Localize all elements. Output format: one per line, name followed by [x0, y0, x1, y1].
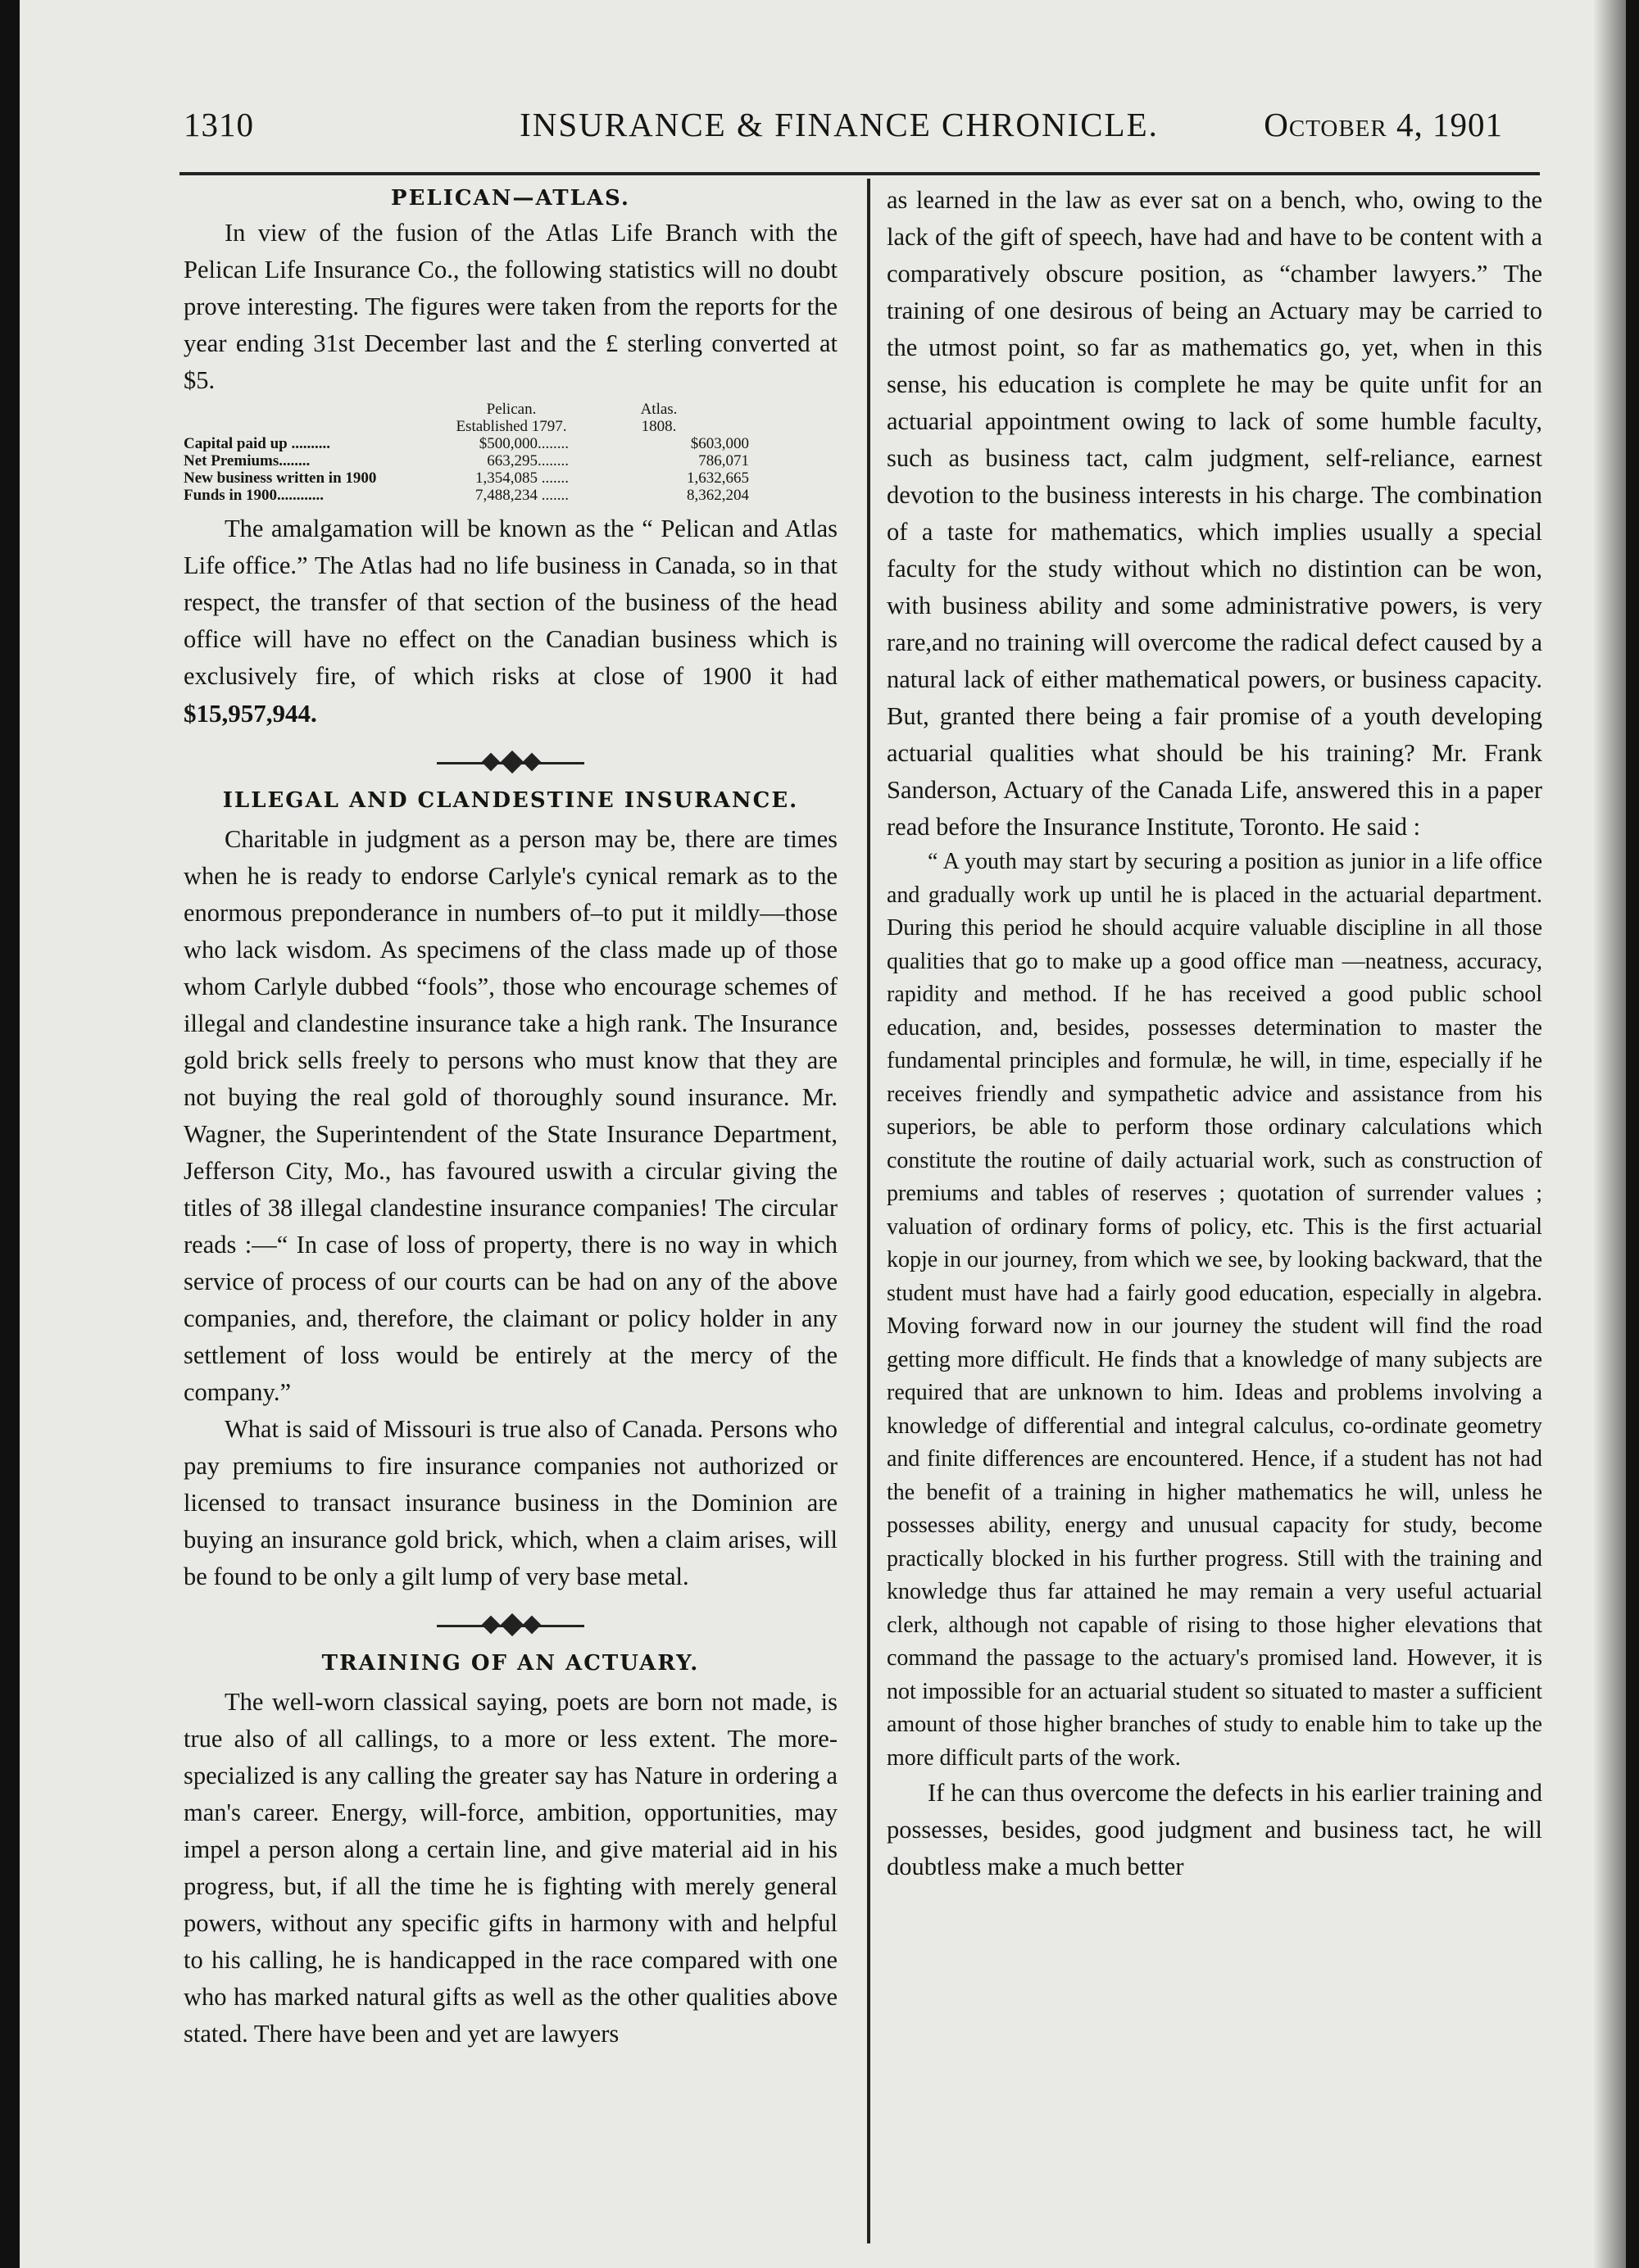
- row-label: Capital paid up ..........: [184, 435, 330, 452]
- pelican-atlas-intro: In view of the fusion of the Atlas Life Branch with the Pelican Life Insurance Co., the following statistics will no doubt prove interesting. The figures were taken from the reports for the year ending 31st December last and the £ sterling converted at $5.: [184, 219, 838, 394]
- table-row: [184, 487, 749, 504]
- amalgamation-text: The amalgamation will be known as the “ Pelican and Atlas Life office.” The Atlas had no life business in Canada, so in that respect, the transfer of that section of the business of the head office will have no effect on the Canadian business which is exclusively fire, of which risks at close of 1900 it had: [184, 515, 838, 690]
- established-row: [184, 418, 749, 435]
- established-pelican: Established 1797.: [456, 418, 567, 435]
- row-label: New business written in 1900: [184, 469, 377, 487]
- risk-amount: $15,957,944.: [184, 699, 317, 728]
- left-column: [184, 182, 838, 2053]
- illegal-insurance-paragraph-1: Charitable in judgment as a person may be, there are times when he is ready to endorse Carlyle's cynical remark as to the enormous preponderance in numbers of–to put it mildly—those who lack wisdom. As specimens of the class made up of those whom Carlyle dubbed “fools”, those who encourage schemes of illegal and clandestine insurance take a high rank. The Insurance gold brick sells freely to persons who must know that they are not buying the real gold of thoroughly sound insurance. Mr. Wagner, the Superintendent of the State Insurance Department, Jefferson City, Mo., has favoured uswith a circular giving the titles of 38 illegal clandestine insurance companies! The circular reads :—“ In case of loss of property, there is no way in which service of process of our courts can be had on any of the above companies, and, therefore, the claimant or policy holder in any settlement of loss would be entirely at the mercy of the company.”: [184, 825, 838, 1406]
- sanderson-quotation: “ A youth may start by securing a position as junior in a life office and gradually work up until he is placed in the actuarial department. During this period he should acquire valuable discipline in all those qualities that go to make up a good office man —neatness, accuracy, rapidity and method. If he has received a good public school education, and, besides, possesses determination to master the fundamental principles and formulæ, he will, in time, especially if he receives friendly and sympathetic advice and assistance from his superiors, be able to perform those ordinary calculations which constitute the routine of daily actuarial work, such as construction of premiums and tables of reserves ; quotation of surrender values ; valuation of ordinary forms of policy, etc. This is the first actuarial kopje in our journey, from which we see, by looking backward, that the student must have had a fairly good education, especially in algebra. Moving forward now in our journey the student will find the road getting more difficult. He finds that a knowledge of many subjects are required that are unknown to him. Ideas and problems involving a knowledge of differential and integral calculus, co-ordinate geometry and finite differences are encountered. Hence, if a student has not had the benefit of a training in higher mathematics he will, unless he possesses ability, energy and unusual capacity for study, become practically blocked in his further progress. Still with the training and knowledge thus far attained he may remain a very useful actuarial clerk, although not capable of rising to those higher elevations that command the passage to the actuary's promised land. However, it is not impossible for an actuarial student so situated to master a sufficient amount of those higher branches of study to enable him to take up the more difficult parts of the work.: [887, 849, 1542, 1771]
- pelican-value: 663,295........: [487, 452, 569, 469]
- column-divider: [867, 179, 870, 2243]
- illegal-insurance-heading: ILLEGAL AND CLANDESTINE INSURANCE.: [222, 788, 799, 813]
- atlas-value: 1,632,665: [687, 469, 749, 487]
- pelican-atlas-heading: PELICAN—ATLAS.: [391, 186, 630, 211]
- column-header-atlas: Atlas.: [640, 401, 678, 418]
- newspaper-page: [20, 0, 1626, 2268]
- page-edge-shadow: [1593, 0, 1626, 2268]
- pelican-value: 7,488,234 .......: [475, 487, 569, 504]
- training-actuary-paragraph-1: The well-worn classical saying, poets are born not made, is true also of all callings, to a more or less extent. The more-specialized is any calling the greater say has Nature in ordering a man's career. Energy, will-force, ambition, opportunities, may impel a person along a certain line, and give material aid in his progress, but, if all the time he is fighting with merely general powers, without any specific gifts in harmony with and helpful to his calling, he is handicapped in the race compared with one who has marked natural gifts as well as the other qualities above stated. There have been and yet are lawyers: [184, 1688, 838, 2048]
- atlas-value: 786,071: [698, 452, 749, 469]
- atlas-value: $603,000: [690, 435, 749, 452]
- header-rule: [179, 172, 1540, 175]
- training-actuary-closing-paragraph: If he can thus overcome the defects in his earlier training and possesses, besides, good judgment and business tact, he will doubtless make a much better: [887, 1779, 1542, 1880]
- row-label: Net Premiums........: [184, 452, 311, 469]
- row-label: Funds in 1900............: [184, 487, 325, 504]
- section-divider-ornament: [437, 1615, 584, 1638]
- page-number: 1310: [184, 106, 254, 143]
- pelican-value: 1,354,085 .......: [475, 469, 569, 487]
- training-actuary-heading: TRAINING OF AN ACTUARY.: [321, 1651, 700, 1676]
- issue-date: October 4, 1901: [1264, 106, 1503, 143]
- table-row: [184, 452, 749, 469]
- pelican-atlas-statistics-table: [184, 401, 749, 504]
- training-actuary-continuation: as learned in the law as ever sat on a bench, who, owing to the lack of the gift of speech, have had and have to be content with a comparatively obscure position, as “chamber lawyers.” The training of one desirous of being an Actuary may be carried to the utmost point, so far as mathematics go, yet, when in this sense, his education is complete he may be quite unfit for an actuarial appointment owing to lack of some humble faculty, such as business tact, calm judgment, self-reliance, earnest devotion to the business interests in his charge. The combination of a taste for mathematics, which implies usually a special faculty for the study without which no distintion can be won, with business ability and some administrative powers, is very rare,and no training will overcome the radical defect caused by a natural lack of either mathematical powers, or business capacity. But, granted there being a fair promise of a youth developing actuarial qualities what should be his training? Mr. Frank Sanderson, Actuary of the Canada Life, answered this in a paper read before the Insurance Institute, Toronto. He said :: [887, 186, 1542, 841]
- column-header-pelican: Pelican.: [486, 401, 537, 418]
- atlas-value: 8,362,204: [687, 487, 749, 504]
- section-divider-ornament: [437, 752, 584, 775]
- publication-title: INSURANCE & FINANCE CHRONICLE.: [520, 106, 1159, 143]
- table-row: [184, 435, 749, 452]
- table-row: [184, 469, 749, 487]
- right-column: [887, 182, 1542, 1885]
- table-header-row: [184, 401, 749, 418]
- pelican-value: $500,000........: [479, 435, 569, 452]
- pelican-atlas-amalgamation-paragraph: [184, 510, 838, 733]
- illegal-insurance-paragraph-2: What is said of Missouri is true also of Canada. Persons who pay premiums to fire insurance companies not authorized or licensed to transact insurance business in the Dominion are buying an insurance gold brick, which, when a claim arises, will be found to be only a gilt lump of very base metal.: [184, 1415, 838, 1590]
- established-atlas: 1808.: [641, 418, 677, 435]
